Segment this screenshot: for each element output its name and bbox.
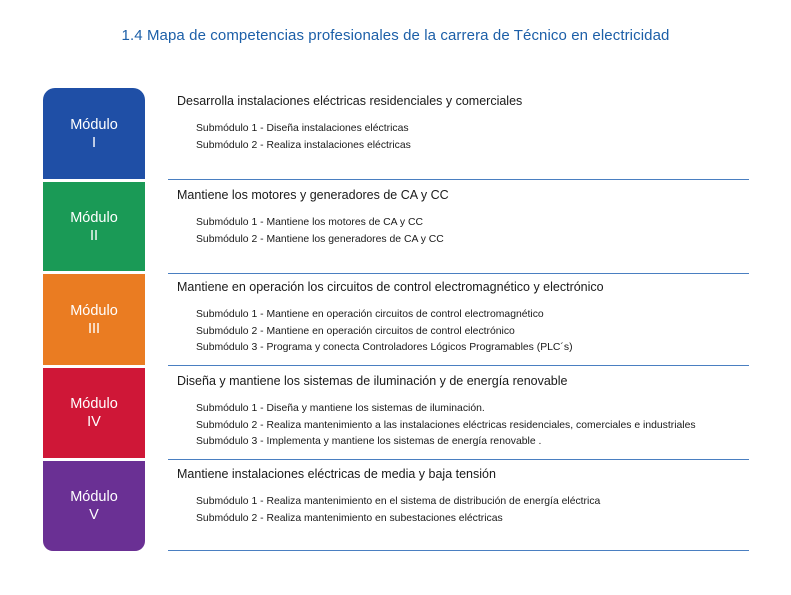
submodule-item: Submódulo 1 - Mantiene en operación circuitos de control electromagnético — [196, 309, 544, 320]
module-1-numeral: I — [91, 134, 97, 151]
module-1-submodules — [196, 121, 411, 154]
submodule-item: Submódulo 2 - Realiza mantenimiento a las instalaciones eléctricas residenciales, comerciales e industriales — [196, 419, 696, 431]
module-2-heading: Mantiene los motores y generadores de CA y CC — [177, 188, 449, 202]
module-3-heading: Mantiene en operación los circuitos de control electromagnético y electrónico — [177, 280, 604, 294]
submodule-item: Submódulo 3 - Programa y conecta Controladores Lógicos Programables (PLC´s) — [196, 342, 573, 353]
submodule-item: Submódulo 1 - Diseña instalaciones eléctricas — [196, 123, 409, 134]
module-5-label: Módulo — [70, 489, 118, 505]
module-3-numeral: III — [87, 320, 101, 337]
module-1-heading: Desarrolla instalaciones eléctricas residenciales y comerciales — [177, 94, 523, 108]
module-2-submodules — [196, 215, 444, 248]
module-5-content — [168, 461, 749, 551]
module-1-tab — [43, 88, 145, 179]
module-5-submodules — [196, 494, 600, 527]
divider — [168, 365, 749, 366]
module-2-tab — [43, 182, 145, 271]
module-5-heading: Mantiene instalaciones eléctricas de media y baja tensión — [177, 467, 496, 481]
module-2-content — [168, 182, 749, 274]
submodule-item: Submódulo 3 - Implementa y mantiene los sistemas de energía renovable . — [196, 436, 542, 447]
module-4-content — [168, 368, 749, 460]
divider — [168, 550, 749, 551]
module-5-numeral: V — [89, 507, 99, 523]
module-3-content — [168, 274, 749, 366]
page-title: 1.4 Mapa de competencias profesionales de la carrera de Técnico en electricidad — [121, 27, 670, 44]
module-4-numeral: IV — [87, 414, 101, 430]
module-3-label: Módulo — [70, 302, 118, 319]
submodule-item: Submódulo 1 - Mantiene los motores de CA y CC — [196, 217, 423, 228]
module-3-tab — [43, 274, 145, 365]
divider — [168, 459, 749, 460]
module-4-submodules — [196, 401, 696, 451]
module-1-label: Módulo — [70, 116, 118, 133]
module-5-tab — [43, 461, 145, 551]
module-2-label: Módulo — [70, 209, 118, 226]
module-3-submodules — [196, 307, 573, 357]
module-1-content — [168, 88, 749, 180]
submodule-item: Submódulo 1 - Diseña y mantiene los sistemas de iluminación. — [196, 403, 485, 414]
submodule-item: Submódulo 2 - Realiza instalaciones eléctricas — [196, 139, 411, 151]
module-4-tab — [43, 368, 145, 458]
submodule-item: Submódulo 1 - Realiza mantenimiento en el sistema de distribución de energía eléctrica — [196, 496, 601, 507]
module-4-heading: Diseña y mantiene los sistemas de iluminación y de energía renovable — [177, 374, 568, 388]
module-4-label: Módulo — [70, 396, 118, 412]
submodule-item: Submódulo 2 - Mantiene los generadores de CA y CC — [196, 233, 444, 245]
divider — [168, 179, 749, 180]
module-2-numeral: II — [89, 227, 99, 244]
submodule-item: Submódulo 2 - Realiza mantenimiento en subestaciones eléctricas — [196, 512, 503, 524]
submodule-item: Submódulo 2 - Mantiene en operación circuitos de control electrónico — [196, 325, 515, 337]
